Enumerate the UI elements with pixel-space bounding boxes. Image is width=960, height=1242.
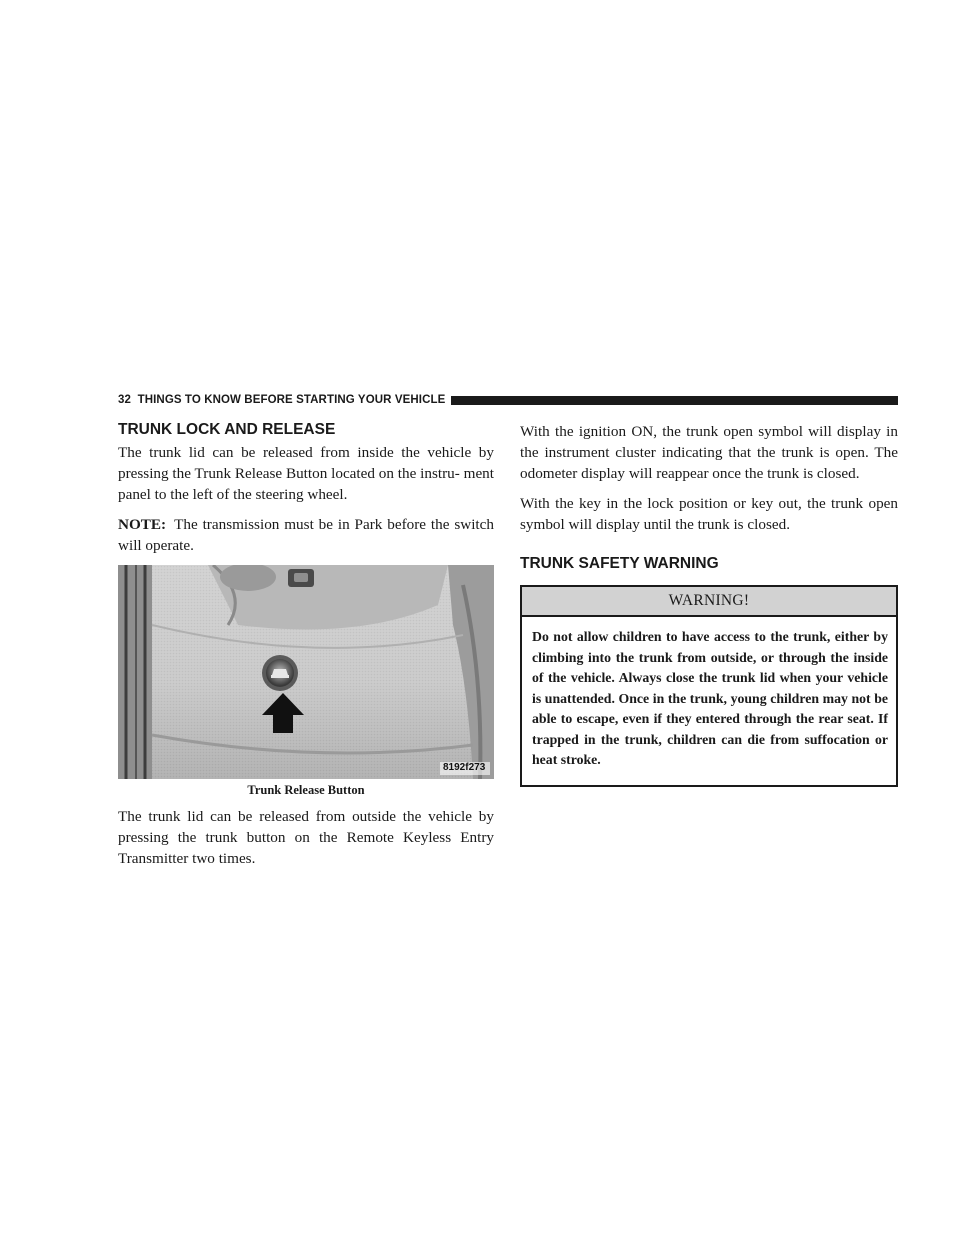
note-paragraph bbox=[118, 514, 494, 556]
warning-title: WARNING! bbox=[522, 587, 896, 617]
warning-text: Do not allow children to have access to the trunk, either by climbing into the trunk from outside, or through the inside of the vehicle. Always close the trunk lid when your vehicle is unattended. Once in the trunk, young children may not be able to escape, even if they entered through the rear seat. If trapped in the trunk, children can die from suffocation or heat stroke. bbox=[532, 629, 888, 767]
warning-box bbox=[520, 585, 898, 787]
key-lock-paragraph: With the key in the lock position or key out, the trunk open symbol will display until the trunk is closed. bbox=[520, 495, 898, 533]
trunk-release-paragraph: The trunk lid can be released from inside the vehicle by pressing the Trunk Release Button located on the instru- ment panel to the left of the steering wheel. bbox=[118, 444, 494, 503]
trunk-lock-heading: TRUNK LOCK AND RELEASE bbox=[118, 421, 336, 438]
page-number: 32 bbox=[118, 394, 131, 406]
left-column bbox=[118, 421, 494, 869]
page-header bbox=[118, 391, 898, 409]
section-title: THINGS TO KNOW BEFORE STARTING YOUR VEHICLE bbox=[137, 394, 446, 406]
trunk-safety-heading: TRUNK SAFETY WARNING bbox=[520, 555, 719, 572]
note-label: NOTE: bbox=[118, 516, 167, 533]
note-text: The transmission must be in Park before the switch will operate. bbox=[118, 516, 494, 554]
trunk-release-photo bbox=[118, 565, 494, 779]
photo-caption: Trunk Release Button bbox=[247, 783, 365, 797]
remote-keyless-paragraph: The trunk lid can be released from outside the vehicle by pressing the trunk button on the Remote Keyless Entry Transmitter two times. bbox=[118, 808, 494, 867]
header-rule bbox=[451, 396, 898, 405]
image-code-label: 8192f273 bbox=[443, 762, 486, 773]
page-header-text bbox=[118, 394, 445, 406]
trunk-open-symbol-paragraph: With the ignition ON, the trunk open symbol will display in the instrument cluster indicating that the trunk is open. The odometer display will reappear once the trunk is closed. bbox=[520, 423, 898, 482]
right-column bbox=[520, 421, 898, 787]
